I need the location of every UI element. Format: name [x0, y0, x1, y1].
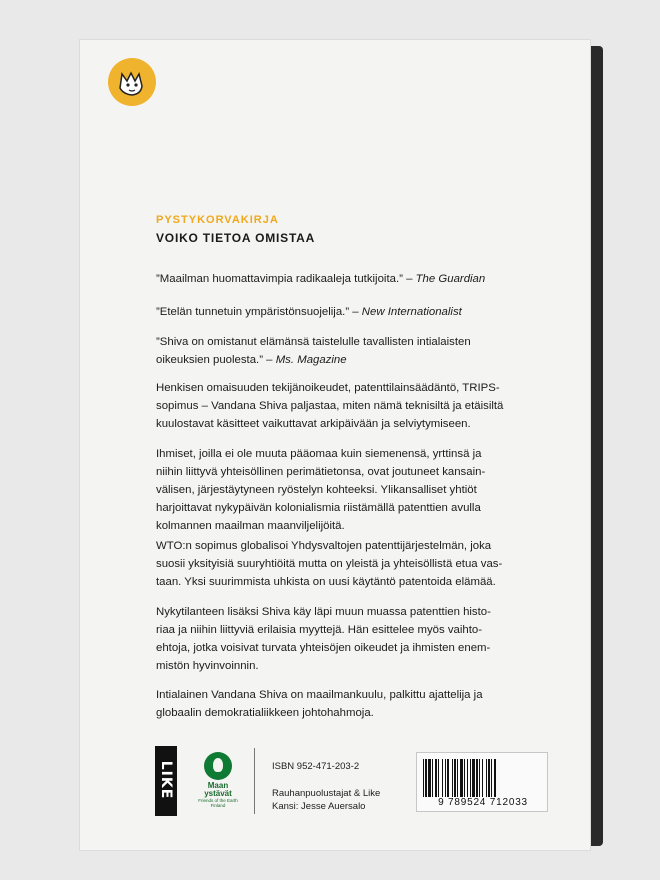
- divider: [254, 748, 255, 814]
- barcode: [416, 752, 548, 812]
- barcode-bar: [482, 759, 483, 797]
- series-label: PYSTYKORVAKIRJA: [156, 214, 279, 226]
- blurb-paragraph: Henkisen omaisuuden tekijänoikeudet, patenttilainsäädäntö, TRIPS- sopimus – Vandana Shiva paljastaa, miten nämä teknisiltä ja etäisiltä kuulostavat käsitteet vaikuttavat arkipäivään ja selviytymiseen.: [156, 382, 504, 430]
- blurb-paragraph: Ihmiset, joilla ei ole muuta pääomaa kuin siemenensä, yrttinsä ja niihin liittyvä yhteisöllinen perimätietonsa, ovat joutuneet kansain- välisen, järjestäytyneen ryöstelyn kohteeksi. Ylikansalliset yhtiöt harjoittavat nykypäivän kolonialismia riistämällä patenttien avulla kolmannen maailman maanviljelijöitä.: [156, 448, 486, 532]
- isbn-text: ISBN 952-471-203-2: [272, 761, 360, 772]
- barcode-bar: [470, 759, 471, 797]
- partner-logo: Maan ystävät Friends of the Earth Finland: [196, 752, 240, 816]
- quote-source: New Internationalist: [361, 306, 462, 318]
- credit-line: Kansi: Jesse Auersalo: [272, 801, 366, 812]
- barcode-bar: [447, 759, 449, 797]
- barcode-bar: [425, 759, 427, 797]
- barcode-bar: [454, 759, 456, 797]
- barcode-bar: [460, 759, 463, 797]
- barcode-bar: [432, 759, 433, 797]
- barcode-bar: [464, 759, 465, 797]
- barcode-bar: [494, 759, 496, 797]
- barcode-bar: [488, 759, 490, 797]
- barcode-number: 9 789524 712033: [438, 797, 528, 808]
- barcode-bar: [452, 759, 453, 797]
- review-quote: ”Etelän tunnetuin ympäristönsuojelija.” – New Internationalist: [156, 306, 462, 318]
- review-quote: ”Maailman huomattavimpia radikaaleja tutkijoita.” – The Guardian: [156, 273, 486, 285]
- barcode-bar: [423, 759, 424, 797]
- credits: [272, 787, 380, 813]
- blurb-paragraph: WTO:n sopimus globalisoi Yhdysvaltojen patenttijärjestelmän, joka suosii yksityisiä suuryhtiöitä mutta on yleistä ja yhteisöllistä etua vas- taan. Yksi suurimmista uhkista on uusi käytäntö patentoida elämää.: [156, 540, 503, 588]
- quote-source: The Guardian: [415, 273, 486, 285]
- barcode-bar: [438, 759, 439, 797]
- barcode-bar: [457, 759, 458, 797]
- review-quote: ”Shiva on omistanut elämänsä taistelulle tavallisten intialaisten oikeuksien puolesta.” – Ms. Magazine: [156, 336, 471, 366]
- barcode-bar: [476, 759, 478, 797]
- barcode-bar: [472, 759, 475, 797]
- barcode-bar: [435, 759, 437, 797]
- barcode-bar: [428, 759, 431, 797]
- credit-line: Rauhanpuolustajat & Like: [272, 788, 381, 799]
- barcode-bar: [479, 759, 480, 797]
- barcode-bar: [467, 759, 468, 797]
- barcode-bar: [445, 759, 446, 797]
- blurb-paragraph: Nykytilanteen lisäksi Shiva käy läpi muun muassa patenttien histo- riaa ja niihin liittyviä erilaisia myyttejä. Hän esittelee myös vaihto- ehtoja, jotka voisivat turvata yhteisöjen oikeudet ja ihmisten enem- mistön hyvinvoinnin.: [156, 606, 491, 672]
- blurb-paragraph: Intialainen Vandana Shiva on maailmankuulu, palkittu ajattelija ja globaalin demokratialiikkeen johtohahmoja.: [156, 689, 483, 719]
- series-logo-icon: [108, 58, 156, 106]
- barcode-bar: [442, 759, 443, 797]
- book-title: VOIKO TIETOA OMISTAA: [156, 231, 316, 245]
- barcode-bars: [423, 759, 541, 797]
- quote-source: Ms. Magazine: [275, 354, 347, 366]
- publisher-logo: LIKE: [155, 746, 177, 816]
- barcode-bar: [491, 759, 492, 797]
- barcode-bar: [486, 759, 487, 797]
- leaf-icon: [204, 752, 232, 780]
